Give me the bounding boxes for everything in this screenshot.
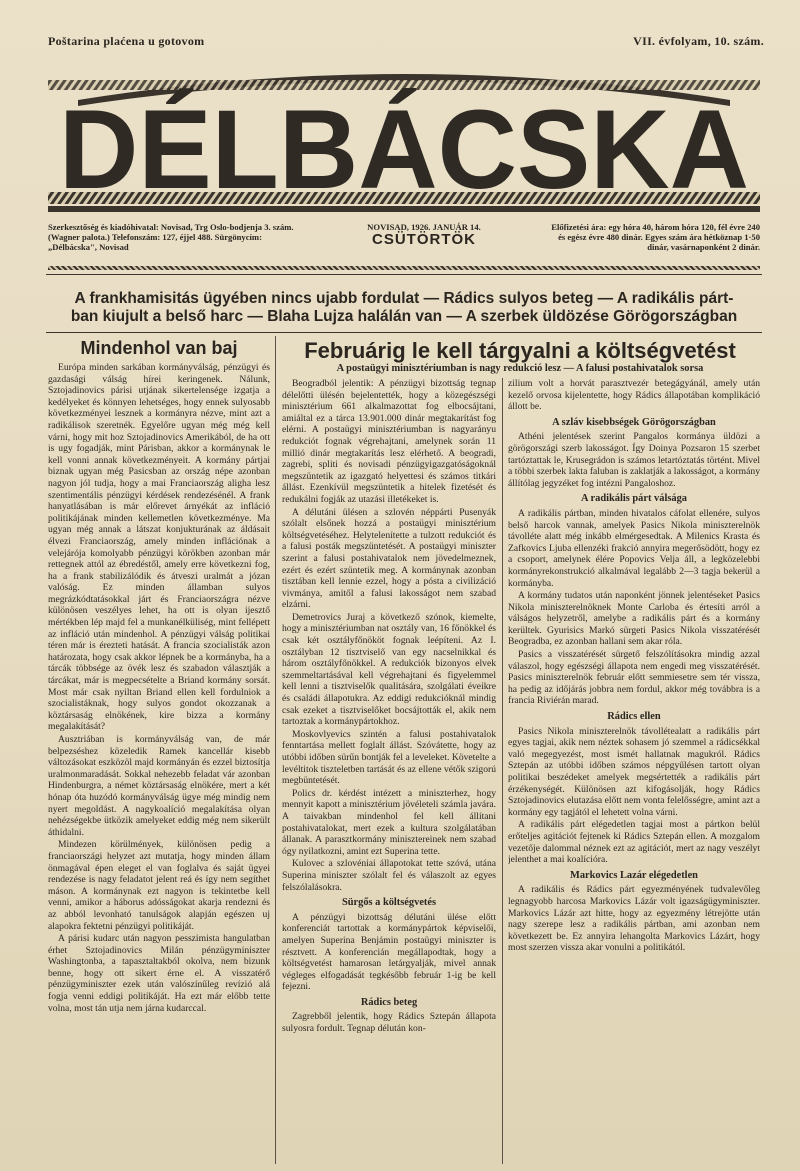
section-heading: A szláv kisebbségek Görögországban <box>552 416 716 428</box>
section-heading: Markovics Lazár elégedetlen <box>570 869 698 881</box>
masthead-title: DÉLBÁCSKA <box>59 87 749 212</box>
headline-line-1: A frankhamisitás ügyében nincs ujabb fordulat — Rádics sulyos beteg — A radikális párt- <box>74 290 734 307</box>
paragraph: Zagrebből jelentik, hogy Rádics Sztepán állapota sulyosra fordult. Tegnap délután kon- <box>282 1011 496 1035</box>
issue-day: CSÜTÖRTÖK <box>372 231 476 248</box>
paragraph: A délutáni ülésen a szlovén néppárti Pusenyák szólalt elsőnek hozzá a postaügyi minisztérium költségvetéséhez. Helytelenítette a tulzott redukciót és a falusi posták megszüntetését. A postaügyi miniszter szerint a falusi postahivatalok nem jövedelmeznek, ezért és ezért szüntetik meg. A kormánynak azonban tisztában kell lennie ezzel, hogy a pósta a civilizáció vivmánya, amitől a falusi lakosságot nem szabad elzárni. <box>282 506 496 611</box>
rule <box>46 332 762 333</box>
paragraph: A párisi kudarc után nagyon pesszimista hangulatban érhet Sztojadinovics Milán pénzügyminiszter Washingtonba, a tapasztaltakból okolva, nem bizunk benne, hogy ott sikert érne el. A visszatérő pénzügyminiszter ezek után valószínűleg revízió alá fogja venni eddigi politikáját. Ha ezt már előbb tette volna, most tán utja nem járna kudarccal. <box>48 933 270 1014</box>
paragraph: Európa minden sarkában kormányválság, pénzügyi és gazdasági válság hírei keringenek. Nálunk, Sztojadinovics párisi utjának sikertelensége izgatja a kedélyeket és könnyen lehetséges, hogy ennek sulyosabb következményei lesznek a kormányra nézve, mint azt a radikálisok szeretnék. Egyelőre ugyan még még kell várni, hogy mit hoz Sztojadinovics Amerikából, de ha ott is ugy fogadják, mint Párisban, akkor a kormánynak le kell vonni annak következményeit. A kormány pártjai biznak ugyan még Pasicsban az ország népe azonban nagyon jól tudja, hogy a mai Franciaország aligha lesz szentimentális pénzügyi kérdések rendezésénél. A frank hanyatlásában is már előrevet árnyékát az infláció politikájának minden kellemetlen következménye. Ma ugyan még annak a látszat konjukturának az áldásait élvezi Franciaország, amely minden inflációnak a velejárója komolyabb pénzügyi körökben azonban már rettegnek attól az ébredéstől, amely erre következni fog, ha a frank stabilizálódik és átveszi uralmát a józan valóság. Ez minden államban sulyos megrázkódtatásokkal járt és Franciaországra nézve különösen veszélyes lehet, ha ott is olyan ijesztő mértékben lép majd fel a munkanélküliség, mint fellépett az infláció után mindenhol. A pénzügyi válság politikai téren már is érezteti hatását. A francia szocialisták azon határozata, hogy csak akkor lépnek be a kormányba, ha a tárcák többsége az övék lesz és szabadon választják a tárcákat, már is megpecsételte a Briand kormány sorsát. Most már csak nyiltan Briand ellen kell fordulniok a szocialistáknak, hogy sulyos gondot okozzanak a köztársaság elnökének, kire bizza a kormány megalakítását? <box>48 362 270 733</box>
top-line <box>48 34 764 50</box>
paragraph: zilium volt a horvát parasztvezér betegágyánál, amely után kezelő orvosa kijelentette, hogy Rádics állapotában komplikáció állott be. <box>508 378 760 413</box>
paragraph: Demetrovics Juraj a következő szónok, kiemelte, hogy a minisztériumban nat osztály van, 16 főnökkel és csak két osztályfőnököt fognak leépíteni. Az I. osztályban 12 tisztviselő van egy nacselnikkal és három osztályfőnökkel. A redukciók bizonyos elvek szemmeltartásával kell végrehajtani és figyelemmel kell lenni a tisztviselők qualitására, szolgálati éveikre és családi állapotukra. Az eddigi redukcióknál mindig csak ezeket a tisztviselőket bocsájtották el, akik nem tartoztak a kormánypártokhoz. <box>282 611 496 728</box>
section-heading: Rádics ellen <box>607 711 661 723</box>
masthead <box>48 60 760 218</box>
date-block <box>324 222 524 248</box>
editorial-info: Szerkesztőség és kiadóhivatal: Novisad, Trg Oslo-bodjenja 3. szám. (Wagner palota.) Telefonszám: 127, éjjel 488. Sürgönycím: „Délbácska", Novisad <box>48 222 294 252</box>
main-article-col-1 <box>282 378 496 1164</box>
left-article-title: Mindenhol van baj <box>80 338 238 358</box>
column-rule <box>502 378 503 1164</box>
main-article-title: Februárig le kell tárgyalni a költségvetést <box>304 338 736 363</box>
paragraph: Ausztriában is kormányválság van, de már belpezséshez közeledik Ramek kancellár kisebb változásokat eszközöl majd kormányán és ezzel biztosítja uralmonmaradását. Sokkal nehezebb feladat vár azonban Hindenburgra, a német köztársaság elnökére, mert a két hónap óta huzódó kormányválság ügye még mindig nem nyert megoldást. A nagykoalíció megalakítása olyan nehézségekbe ütközik amelyeket eddig még nem sikerült áthidalni. <box>48 734 270 838</box>
left-article-body <box>48 362 270 1162</box>
main-article-subtitle: A postaügyi minisztériumban is nagy redukció lesz — A falusi postahivatalok sorsa <box>336 363 704 374</box>
paragraph: Polics dr. kérdést intézett a miniszterhez, hogy mennyit kapott a minisztérium jövéleteli számla javára. A taivakban mindenhol fel kell állítani postahivatalokat, mert ezek a kultura szolgálatában állanak. A parasztkormány minisztereinek nem szabad ógy nyilatkozni, amint ezt Superina tette. <box>282 787 496 857</box>
paragraph: A kormány tudatos után naponként jönnek jelentéseket Pasics Nikola miniszterelnöknek Monte Carloba és értesíti arról a válságos helyzetről, amelybe a radikális párt és a kormány kerültek. Gyurisics Markó sürgeti Pasics Nikola visszatérését Beogradba, ez azonban hallani sem akar róla. <box>508 590 760 648</box>
paragraph: Moskovlyevics szintén a falusi postahivatalok fenntartása mellett foglalt állást. Szóvátette, hogy az utóbbi időben sürűn bontják fel a leveleket. Követelte a levéltitok tiszteletben tartását és az ellene vétők szigorú megbüntetését. <box>282 728 496 787</box>
headline-strip <box>46 290 762 326</box>
paragraph: A radikális és Rádics párt egyezményének tudvalevőleg legnagyobb harcosa Markovics Lázár volt igazságügyminiszter. Markovics Lázár azt hitte, hogy az egyezmény létrejötte után nagy szerepe lesz a radikális pártban, ami azonban nem következett be. Ez annyira lehangolta Markovics Lázárt, hogy most szerzen vissza akar vonulni a politikától. <box>508 884 760 954</box>
subscription-info: Előfizetési ára: egy hóra 40, három hóra 120, fél évre 240 és egész évre 480 dinár. Egyes szám ára hétköznap 1·50 dinár, vasárnaponként 2 dinár. <box>551 222 760 252</box>
paragraph: Athéni jelentések szerint Pangalos kormánya üldözi a görögországi szerb lakosságot. Így Doinya Pozsaron 15 szerbet tartóztattak le, Krusegrádon is számos letartóztatás történt. Mivel a többi szerbek lakta faluban is zaklatják a lakosságot, a kormány állítólag jegyzéket fog intézni Pangaloshoz. <box>508 431 760 489</box>
headline-line-2: ban kiujult a belső harc — Blaha Lujza halálán van — A szerbek üldözése Görögországban <box>70 308 738 325</box>
rule <box>46 274 762 275</box>
paragraph: A radikális párt elégedetlen tagjai most a pártkon belül erőteljes agitációt fejtenek ki Rádics Sztepán ellen. A mozgalom vezetője dalommal néznek ezt az agitációt, mert az nagy veszélyt jelenthet a mai koalícióra. <box>508 819 760 866</box>
divider-band <box>48 266 760 270</box>
info-bar <box>48 222 760 262</box>
paragraph: Beogradból jelentik: A pénzügyi bizottság tegnap délelőtti ülésén bejelentették, hogy a közegészségi minisztérium 661 alkalmazottat fog elbocsájtani, amiáltal ez a tárca 13.901.000 dinár megtakarítást fog elérni. A postaügyi minisztériumban is nagyarányu redukciót fognak végrehajtani, amelynek során 11 millió dinár megtakarítás lesz elérhető. A beogradi, zagrebi, spliti és novisadi pénzügyigazgatóságoknál megszüntetik az igazgató helyettesi és számos titkári állást. Ezenkívül megszüntetik a hitelek fizetését és redukálni fogják az utazási illetékeket is. <box>282 378 496 505</box>
paragraph: A radikális pártban, minden hivatalos cáfolat ellenére, sulyos belső harcok vannak, amelyek Pasics Nikola miniszterelnök távolléte alatt még inkább elmérgesedtak. A Milenics Krasta és Zafkovics Ljuba ellenzéki frakció annyira megerősödött, hogy ez a csoport, amelynek élére Popovics Velja áll, a legközelebbi kormányrekonstrukció alkalmával legalább 2—3 tagja bekerül a kormányba. <box>508 507 760 589</box>
paragraph: Kulovec a szlovéniai állapotokat tette szóvá, utána Superina miniszter szólalt fel és válaszolt az egyes felszólalásokra. <box>282 858 496 893</box>
paragraph: A pénzügyi bizottság délutáni ülése előtt konferenciát tartottak a kormánypártok képviselői, amelyen Superina Benjámin postaügyi miniszter is résztvett. A konferencián megállapodtak, hogy a költségvetést hamarosan letárgyalják, mivel annak végleges elfogadását tegkésőbb február 1-ig be kell fejezni. <box>282 911 496 993</box>
paragraph: Pasics a visszatérését sürgető felszólításokra mindig azzal válaszol, hogy egészségi állapota nem engedi meg visszatérését. Pasics miniszterelnök február előtt semmiesetre sem tér vissza, ha pedig az időjárás jobbra nem fordul, akkor még továbbra is a francia Riviérán marad. <box>508 649 760 707</box>
issue-date: NOVISAD, 1926. JANUÁR 14. <box>367 222 481 232</box>
volume-number: VII. évfolyam, 10. szám. <box>633 34 764 48</box>
paragraph: Mindezen körülmények, különösen pedig a franciaországi helyzet azt mutatja, hogy minden állam önmagával épen eleget el van foglalva és saját ügyei rendezése is nagy feladatot jelent reá és így nem segíthet máson. A kormánynak ezt nagyon is tekintetbe kell venni, amikor a háborus adósságokat akarja rendezni és az abból levonható tanulságok alapján egészen uj alapokra fektetni pénzügyi politikáját. <box>48 839 270 932</box>
section-heading: A radikális párt válsága <box>581 493 687 505</box>
main-article-col-2 <box>508 378 760 1164</box>
section-heading: Sürgős a költségvetés <box>341 897 437 909</box>
section-heading: Rádics beteg <box>360 996 418 1008</box>
column-rule <box>275 336 276 1164</box>
paragraph: Pasics Nikola miniszterelnök távollétealatt a radikális párt egyes tagjai, akik nem néztek sohasem jó szemmel a rádicsékkal való megegyezést, most ismét hallatnak magukról. Rádics Sztepán az utóbbi időben számos népgyűlésen tartott olyan politikai beszédeket amelyek megsértették a radikális párt érzékenységét. Különösen azt kifogásolják, hogy Rádics Sztojadinovics elutazása előtt nem vonta felelősségre, amint azt a kormány egy tagjától el lehetett volna várni. <box>508 725 760 818</box>
postage-note: Poštarina plaćena u gotovom <box>48 34 205 48</box>
